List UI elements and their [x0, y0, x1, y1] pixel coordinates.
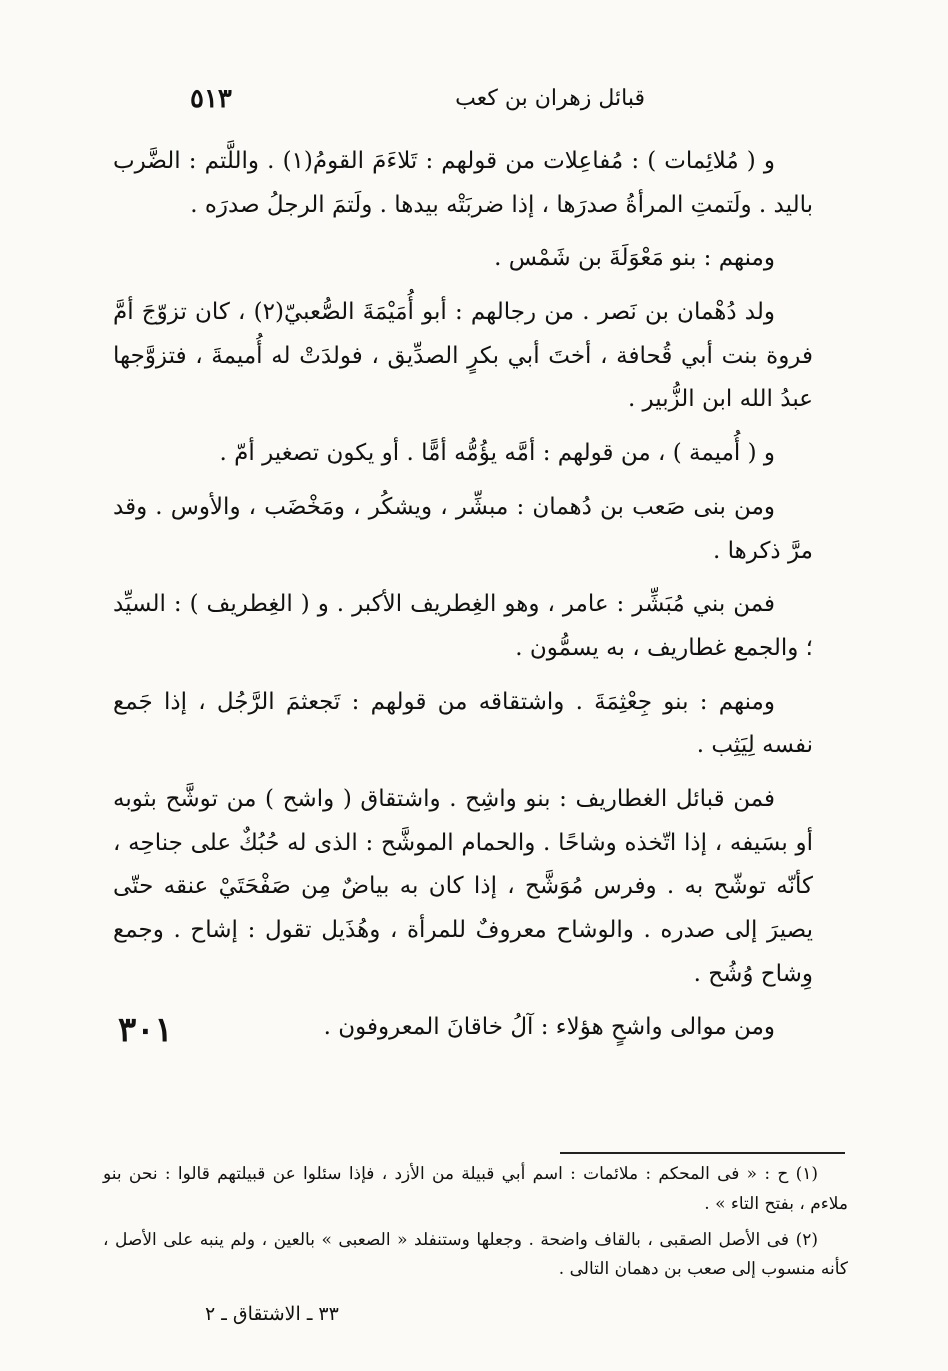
footnotes: [103, 1160, 848, 1291]
footer-signature: ٣٣ ـ الاشتقاق ـ ٢: [205, 1303, 339, 1325]
paragraph: ومنهم : بنو جِعْثِمَةَ . واشتقاقه من قولهم : تَجعثمَ الرَّجُل ، إذا جَمع نفسه لِيَثِب .: [113, 688, 813, 759]
footnote: (٢) فى الأصل الصقبى ، بالقاف واضحة . وجعلها وستنفلد « الصعبى » بالعين ، ولم ينبه على الأصل ، كأنه منسوب إلى صعب بن دهمان التالى .: [103, 1229, 848, 1280]
paragraph: فمن قبائل الغطاريف : بنو واشِح . واشتقاق ( واشح ) من توشَّح بثوبه أو بسَيفه ، إذا اتّخذه وشاحًا . والحمام الموشَّح : الذى له حُبُكٌ على جناحِه ، كأنّه توشّح به . وفرس مُوَشَّح ، إذا كان به بياضٌ مِن صَفْحَتَيْ عنقه حتّى يصيرَ إلى صدره . والوشاح معروفٌ للمرأة ، وهُذَيل تقول : إشاح . وجمع وِشاح وُشُح .: [113, 785, 813, 987]
main-text: [113, 140, 813, 1060]
paragraph: ومنهم : بنو مَعْوَلَةَ بن شَمْس .: [494, 245, 775, 272]
paragraph: ولد دُهْمان بن نَصر . من رجالهم : أبو أُمَيْمَةَ الصُّعبيّ(٢) ، كان تزوّجَ أمَّ فروة بنت أبي قُحافة ، أختَ أبي بكرٍ الصدِّيق ، فولدَتْ له أُميمةَ ، فتزوَّجها عبدُ الله ابن الزُّبير .: [113, 299, 813, 413]
paragraph: ومن بنى صَعب بن دُهمان : مبشِّر ، ويشكُر ، ومَخْضَب ، والأوس . وقد مرَّ ذكرها .: [113, 493, 813, 564]
paragraph: و ( مُلائِمات ) : مُفاعِلات من قولهم : تَلاءَمَ القومُ(١) . واللَّتم : الضَّرب باليد . ولَتمتِ المرأةُ صدرَها ، إذا ضربَتْه بيدها . ولَتمَ الرجلُ صدرَه .: [113, 148, 813, 218]
footnote: (١) ح : « فى المحكم : ملائمات : اسم أبي قبيلة من الأزد ، فإذا سئلوا عن قبيلتهم قالوا : نحن بنو ملاءم ، بفتح التاء » .: [103, 1164, 848, 1214]
paragraph: ومن موالى واشحٍ هؤلاء : آلُ خاقانَ المعروفون .: [323, 1014, 775, 1041]
paragraph: و ( أُميمة ) ، من قولهم : أمَّه يؤُمُّه أمًّا . أو يكون تصغير أمّ .: [219, 440, 775, 467]
footnote-divider: [560, 1152, 845, 1154]
margin-page-number: ٣٠١: [118, 1010, 173, 1050]
page-number: ٥١٣: [190, 84, 232, 114]
page-header: [180, 84, 820, 124]
paragraph: فمن بني مُبَشِّر : عامر ، وهو الغِطريف الأكبر . و ( الغِطريف ) : السيِّد ؛ والجمع غطاريف ، به يسمُّون .: [113, 591, 813, 661]
running-title: قبائل زهران بن كعب: [455, 86, 645, 111]
